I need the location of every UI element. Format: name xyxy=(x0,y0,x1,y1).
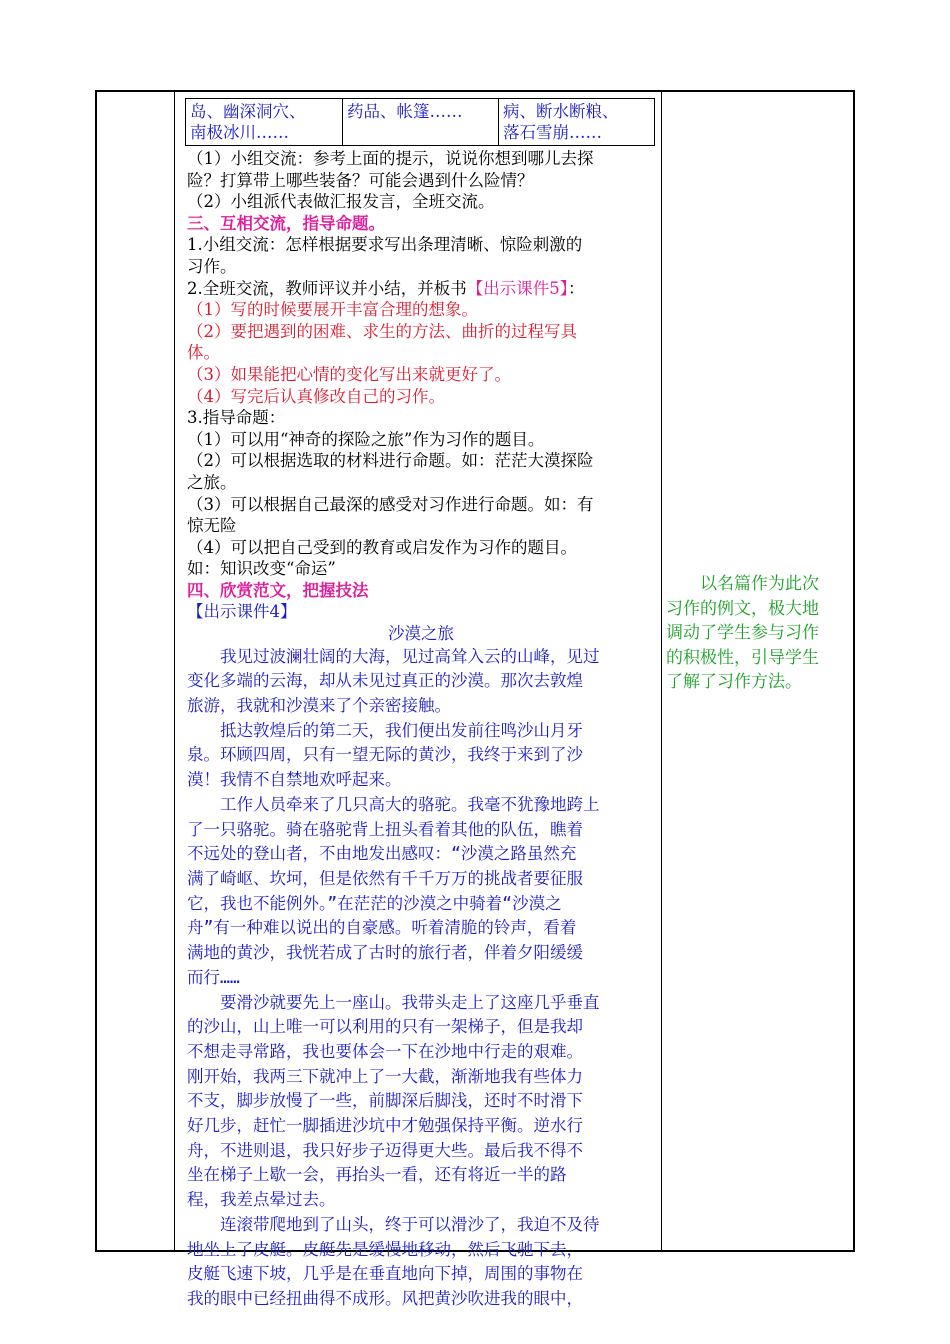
essay-line: 地坐上了皮艇。皮艇先是缓慢地移动，然后飞驰下去， xyxy=(187,1239,583,1259)
essay-line: 我的眼中已经扭曲得不成形。风把黄沙吹进我的眼中， xyxy=(187,1288,583,1308)
step-line: （2）小组派代表做汇报发言，全班交流。 xyxy=(187,192,495,212)
essay-line: 连滚带爬地到了山头，终于可以滑沙了，我迫不及待 xyxy=(187,1214,600,1234)
hint-table-row xyxy=(185,98,655,146)
essay-line: 程，我差点晕过去。 xyxy=(187,1190,336,1210)
essay-line: 好几步，赶忙一脚插进沙坑中才勉强保持平衡。逆水行 xyxy=(187,1116,583,1136)
essay-line: 工作人员牵来了几只高大的骆驼。我毫不犹豫地跨上 xyxy=(187,794,600,814)
hint-cell-place: 岛、幽深洞穴、 南极冰川…… xyxy=(186,99,343,145)
column-divider xyxy=(661,90,662,1252)
essay-line: 它，我也不能例外。”在茫茫的沙漠之中骑着“沙漠之 xyxy=(187,893,562,913)
essay-body xyxy=(187,645,655,1312)
essay-line: 舟，不进则退，我只好步子迈得更大些。最后我不得不 xyxy=(187,1140,583,1160)
step-line: 如：知识改变“命运” xyxy=(187,559,336,579)
essay-line: 不远处的登山者，不由地发出感叹：“沙漠之路虽然充 xyxy=(187,844,577,864)
essay-line: 变化多端的云海，却从未见过真正的沙漠。那次去敦煌 xyxy=(187,671,583,691)
teaching-process-cell xyxy=(180,92,660,1308)
hint-cell-equipment: 药品、帐篷…… xyxy=(343,99,499,145)
step-line: （2）可以根据选取的材料进行命题。如：茫茫大漠探险 xyxy=(187,451,594,471)
essay-line: 泉。环顾四周，只有一望无际的黄沙，我终于来到了沙 xyxy=(187,745,583,765)
board-point: （2）要把遇到的困难、求生的方法、曲折的过程写具 xyxy=(187,321,577,341)
essay-line: 而行…… xyxy=(187,967,240,987)
essay-line: 舟”有一种难以说出的自豪感。听着清脆的铃声，看着 xyxy=(187,918,577,938)
step-line: 习作。 xyxy=(187,256,237,276)
section-heading: 四、欣赏范文，把握技法 xyxy=(187,580,369,600)
section-heading: 三、互相交流，指导命题。 xyxy=(187,213,385,233)
step-line: （3）可以根据自己最深的感受对习作进行命题。如：有 xyxy=(187,494,594,514)
essay-line: 满了崎岖、坎坷，但是依然有千千万万的挑战者要征服 xyxy=(187,868,583,888)
note-line: 以名篇作为此次 xyxy=(666,574,819,594)
essay-line: 坐在梯子上歇一会，再抬头一看，还有将近一半的路 xyxy=(187,1165,567,1185)
note-line: 的积极性，引导学生 xyxy=(666,647,819,668)
board-point: （1）写的时候要展开丰富合理的想象。 xyxy=(187,300,478,320)
essay-line: 不想走寻常路，我也要体会一下在沙地中行走的艰难。 xyxy=(187,1041,583,1061)
step-line: 2.全班交流，教师评议并小结，并板书【出示课件5】： xyxy=(187,278,585,298)
essay-title: 沙漠之旅 xyxy=(388,624,454,644)
essay-line: 皮艇飞速下坡，几乎是在垂直地向下掉，周围的事物在 xyxy=(187,1264,583,1284)
essay-line: 漠！我情不自禁地欢呼起来。 xyxy=(187,770,402,790)
lesson-steps xyxy=(187,148,655,1312)
step-line: 惊无险 xyxy=(187,516,237,536)
design-intent-note xyxy=(666,572,850,695)
step-line: （1）可以用“神奇的探险之旅”作为习作的题目。 xyxy=(187,429,545,449)
column-divider xyxy=(174,90,175,1252)
note-line: 习作的例文，极大地 xyxy=(666,598,819,619)
essay-line: 刚开始，我两三下就冲上了一大截，渐渐地我有些体力 xyxy=(187,1066,583,1086)
essay-line: 旅游，我就和沙漠来了个亲密接触。 xyxy=(187,696,451,716)
hint-cell-danger: 病、断水断粮、 落石雪崩…… xyxy=(503,102,619,142)
essay-line: 了一只骆驼。骑在骆驼背上扭头看着其他的队伍，瞧着 xyxy=(187,819,583,839)
step-line: （4）可以把自己受到的教育或启发作为习作的题目。 xyxy=(187,537,577,557)
step-line: （1）小组交流：参考上面的提示，说说你想到哪儿去探 xyxy=(187,149,594,168)
essay-line: 要滑沙就要先上一座山。我带头走上了这座几乎垂直 xyxy=(187,992,600,1012)
step-line: 1.小组交流：怎样根据要求写出条理清晰、惊险刺激的 xyxy=(187,235,583,255)
note-line: 了解了习作方法。 xyxy=(666,672,802,692)
step-line: 3.指导命题： xyxy=(187,408,286,428)
courseware-tag: 【出示课件5】 xyxy=(466,278,568,298)
step-line: 险？打算带上哪些装备？可能会遇到什么险情？ xyxy=(187,170,534,190)
board-point: 体。 xyxy=(187,343,220,363)
essay-line: 不支，脚步放慢了一些，前脚深后脚浅，还时不时滑下 xyxy=(187,1091,583,1111)
essay-line: 我见过波澜壮阔的大海，见过高耸入云的山峰，见过 xyxy=(187,646,600,666)
essay-line: 抵达敦煌后的第二天，我们便出发前往鸣沙山月牙 xyxy=(187,720,583,740)
note-line: 调动了学生参与习作 xyxy=(666,623,819,643)
courseware-tag: 【出示课件4】 xyxy=(187,602,297,622)
essay-line: 满地的黄沙，我恍若成了古时的旅行者，伴着夕阳缓缓 xyxy=(187,943,583,963)
board-point: （4）写完后认真修改自己的习作。 xyxy=(187,386,445,406)
essay-line: 的沙山，山上唯一可以利用的只有一架梯子，但是我却 xyxy=(187,1017,583,1037)
board-point: （3）如果能把心情的变化写出来就更好了。 xyxy=(187,364,511,384)
step-line: 之旅。 xyxy=(187,472,237,492)
